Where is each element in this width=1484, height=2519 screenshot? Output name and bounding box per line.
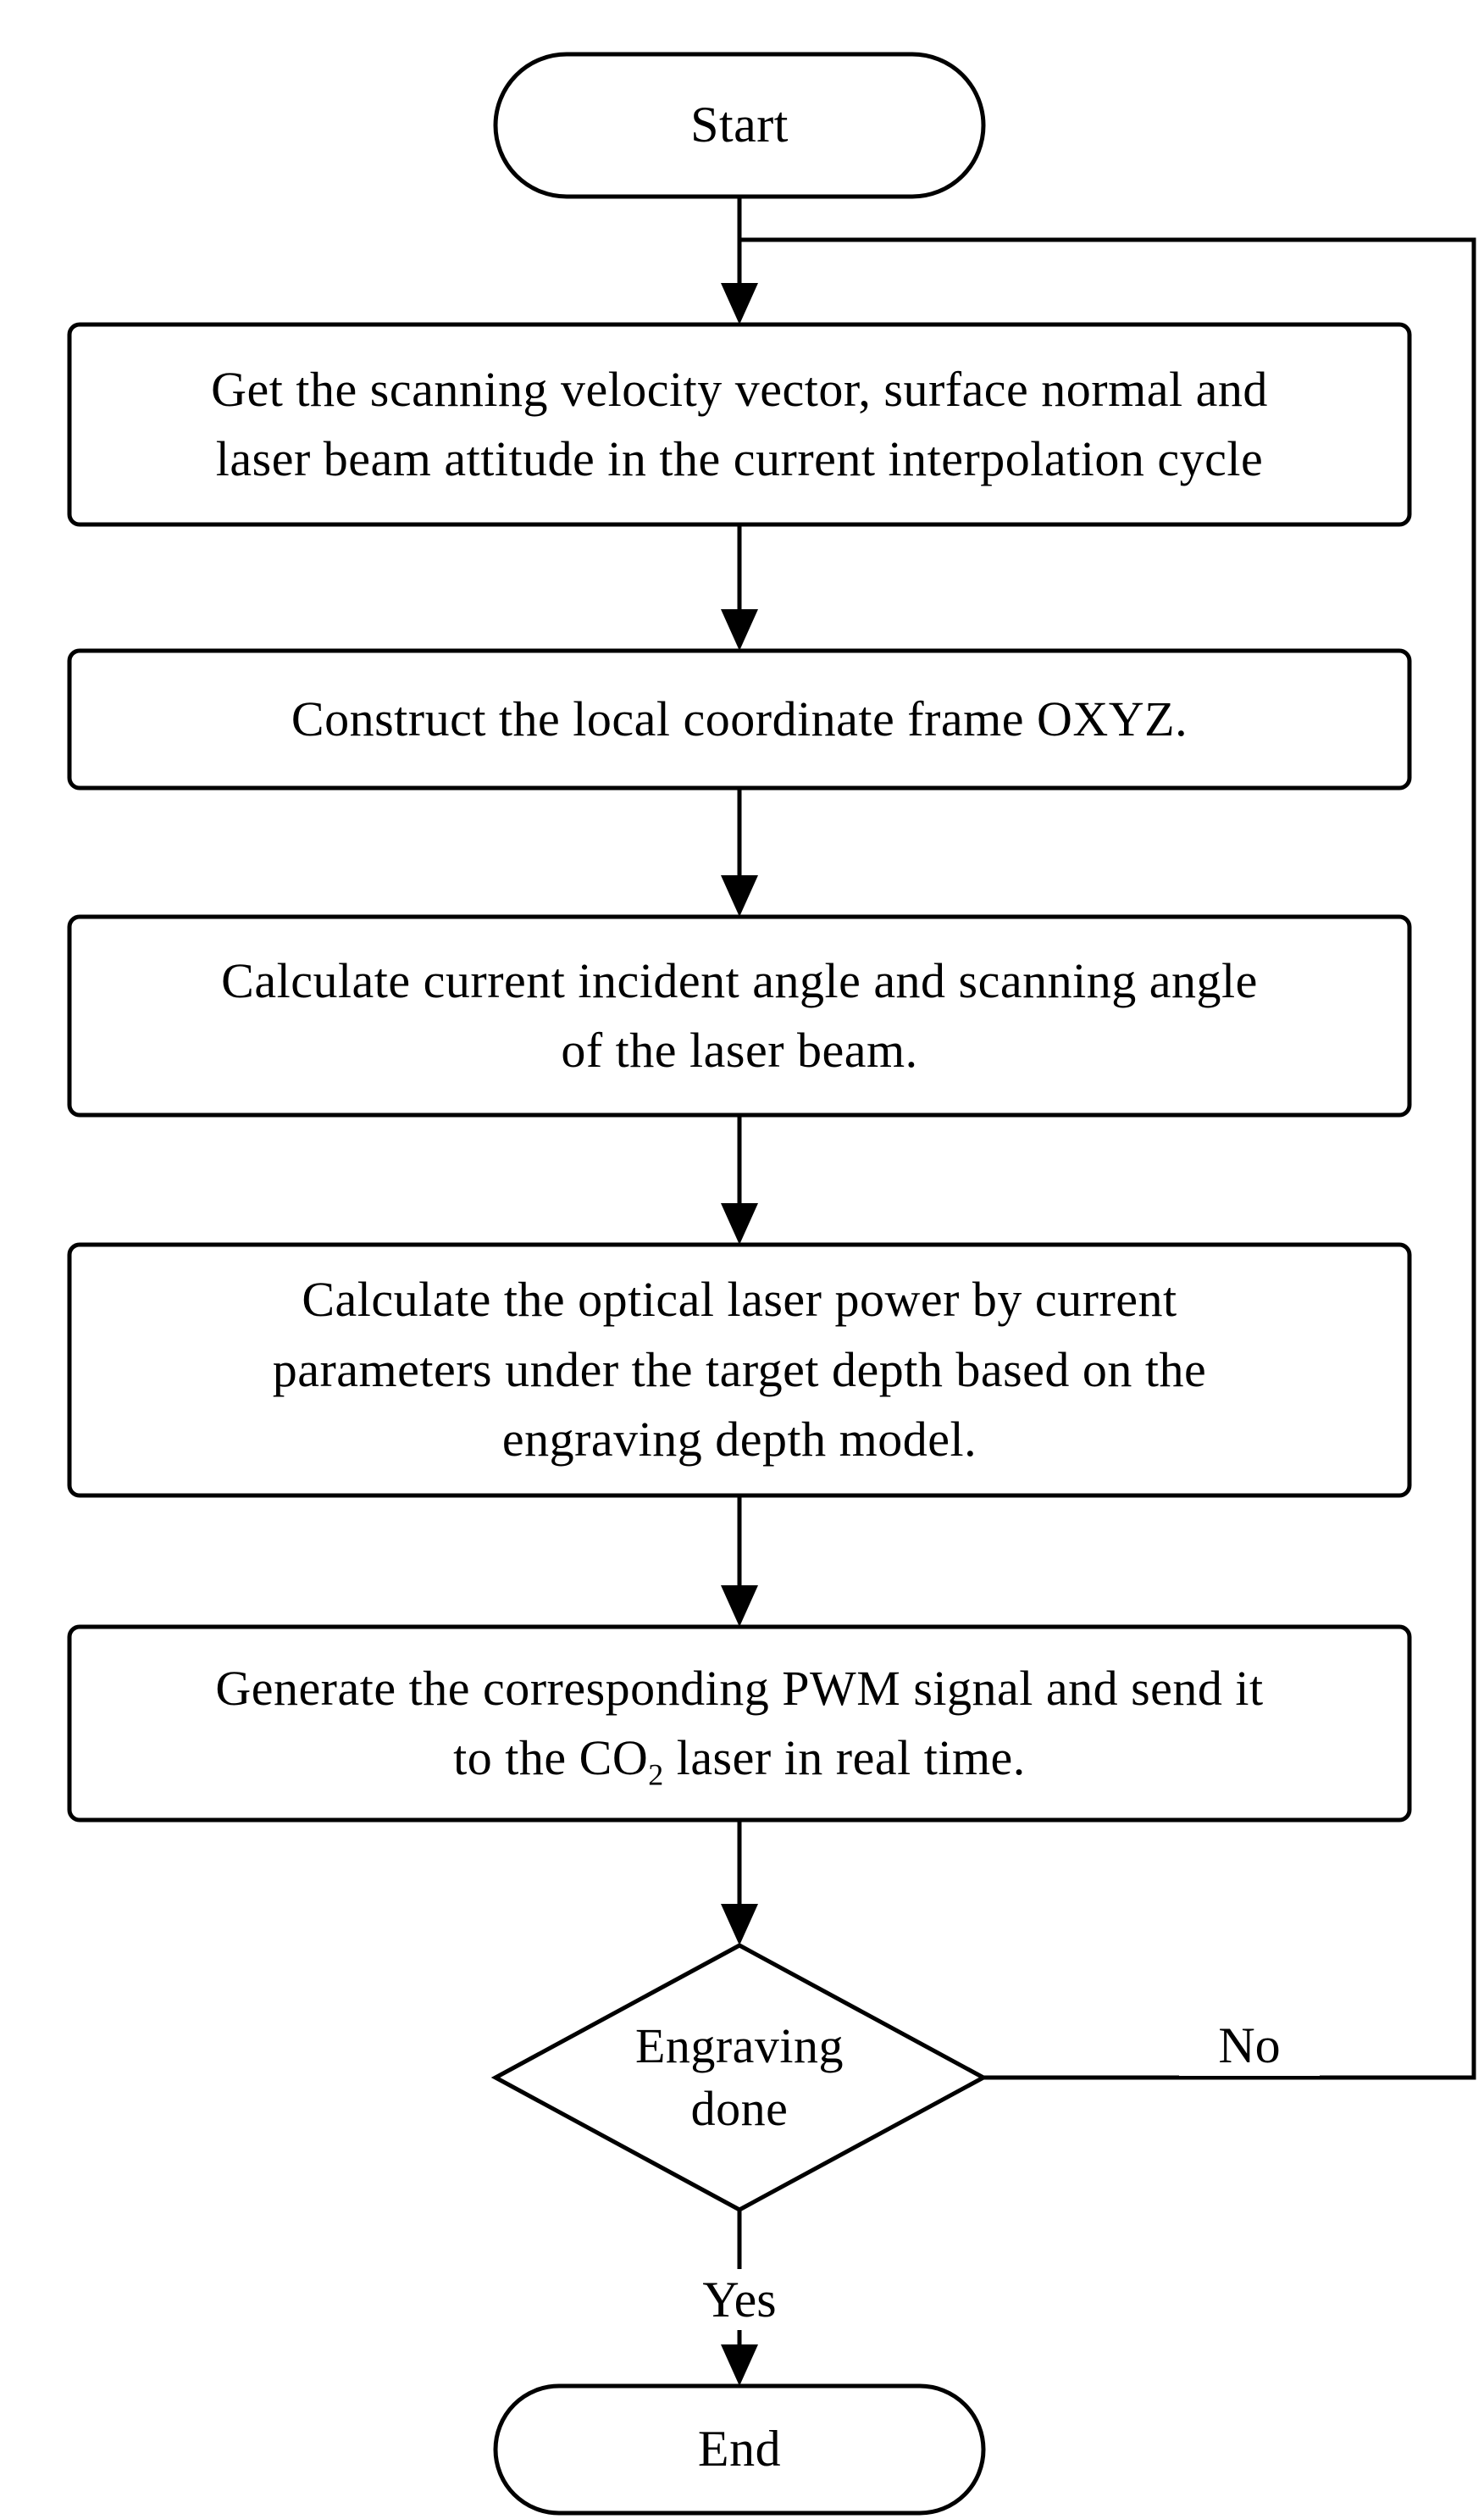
start-label: Start [690, 97, 789, 153]
step5-line-2 [453, 1723, 1026, 1793]
step5-line2-post: laser in real time. [663, 1730, 1026, 1785]
decision-node [496, 1945, 983, 2210]
process-step1-node [69, 325, 1409, 524]
step4-line-1: Calculate the optical laser power by current [302, 1272, 1177, 1328]
step5-line2-pre: to the CO [453, 1730, 649, 1785]
arrowhead-into-end [721, 2344, 758, 2386]
process-step4-node [69, 1245, 1409, 1495]
step3-line-1: Calculate current incident angle and scanning angle [221, 952, 1258, 1008]
arrowhead-into-step3 [721, 875, 758, 917]
no-edge-label: No [1179, 2015, 1320, 2076]
step4-line-3: engraving depth model. [501, 1412, 977, 1468]
step5-line-1: Generate the corresponding PWM signal and send it [215, 1660, 1264, 1716]
arrowhead-into-step1 [721, 283, 758, 325]
step4-line-2: parameters under the target depth based on the [272, 1341, 1207, 1397]
arrowhead-into-decision [721, 1904, 758, 1945]
process-step5-node [69, 1627, 1409, 1820]
process-step2-node [69, 651, 1409, 788]
co2-subscript: 2 [648, 1757, 664, 1792]
step1-line-1: Get the scanning velocity vector, surface normal and [211, 361, 1268, 417]
step1-line-2: laser beam attitude in the current interpolation cycle [215, 431, 1264, 486]
process-step3-node [69, 917, 1409, 1115]
step3-line-2: of the laser beam. [561, 1023, 918, 1078]
start-node [496, 54, 983, 197]
end-node [496, 2386, 983, 2513]
step2-line-1: Construct the local coordinate frame OXYZ. [291, 691, 1188, 746]
arrowhead-into-step2 [721, 609, 758, 651]
decision-line-1: Engraving [634, 2017, 844, 2073]
decision-line-2: done [690, 2081, 789, 2136]
arrowhead-into-step5 [721, 1585, 758, 1627]
end-label: End [697, 2421, 782, 2477]
yes-edge-label: Yes [663, 2269, 816, 2330]
arrowhead-into-step4 [721, 1203, 758, 1245]
